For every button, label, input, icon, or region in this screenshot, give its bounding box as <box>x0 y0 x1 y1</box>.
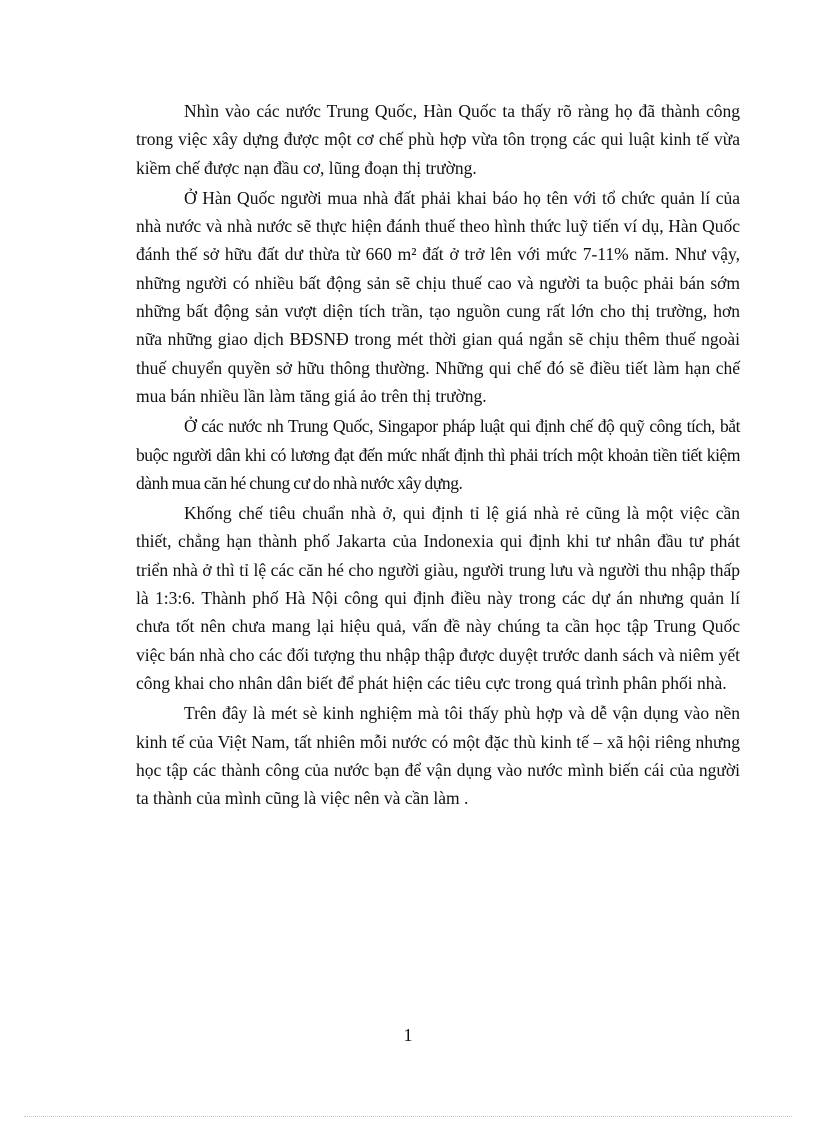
footer-divider <box>24 1116 792 1117</box>
body-text <box>136 97 740 814</box>
paragraph-korea: Ở Hàn Quốc người mua nhà đất phải khai báo họ tên với tổ chức quản lí của nhà nước và nhà nước sẽ thực hiện đánh thuế theo hình thức luỹ tiến ví dụ, Hàn Quốc đánh thế sở hữu đất dư thừa từ 660 m² đất ở trở lên với mức 7-11% năm. Như vậy, những người có nhiều bất động sản sẽ chịu thuế cao và người ta buộc phải bán sớm những bất động sản vượt diện tích trần, tạo nguồn cung rất lớn cho thị trường, hơn nữa những giao dịch BĐSNĐ trong mét thời gian quá ngắn sẽ chịu thêm thuế ngoài thuế chuyển quyền sở hữu thông thường. Những qui chế đó sẽ điều tiết làm hạn chế mua bán nhiều lần làm tăng giá ảo trên thị trường. <box>136 187 740 406</box>
page-number: 1 <box>403 1025 413 1045</box>
paragraph-singapore: Ở các nước nh Trung Quốc, Singapor pháp luật qui định chế độ quỹ công tích, bắt buộc người dân khi có lương đạt đến mức nhất định thì phải trích một khoản tiền tiết kiệm dành mua căn hé chung cư do nhà nước xây dựng. <box>136 416 740 493</box>
paragraph-conclusion: Trên đây là mét sè kinh nghiệm mà tôi thấy phù hợp và dễ vận dụng vào nền kinh tế của Việt Nam, tất nhiên mỗi nước có một đặc thù kinh tế – xã hội riêng nhưng học tập các thành công của nước bạn để vận dụng vào nước mình biến cái của người ta thành của mình cũng là việc nên và cần làm . <box>136 703 740 809</box>
paragraph-intro: Nhìn vào các nước Trung Quốc, Hàn Quốc ta thấy rõ ràng họ đã thành công trong việc xây dựng được một cơ chế phù hợp vừa tôn trọng các qui luật kinh tế vừa kiềm chế được nạn đầu cơ, lũng đoạn thị trường. <box>136 101 740 178</box>
paragraph-housing-standards: Khống chế tiêu chuẩn nhà ở, qui định tỉ lệ giá nhà rẻ cũng là một việc cần thiết, chẳng hạn thành phố Jakarta của Indonexia qui định khi tư nhân đầu tư phát triển nhà ở thì tỉ lệ các căn hé cho người giàu, người trung lưu và người thu nhập thấp là 1:3:6. Thành phố Hà Nội công qui định điều này trong các dự án nhưng quản lí chưa tốt nên chưa mang lại hiệu quả, vấn đề này chúng ta cần học tập Trung Quốc việc bán nhà cho các đối tượng thu nhập thập được duyệt trước danh sách và niêm yết công khai cho nhân dân biết để phát hiện các tiêu cực trong quá trình phân phối nhà. <box>136 503 740 693</box>
